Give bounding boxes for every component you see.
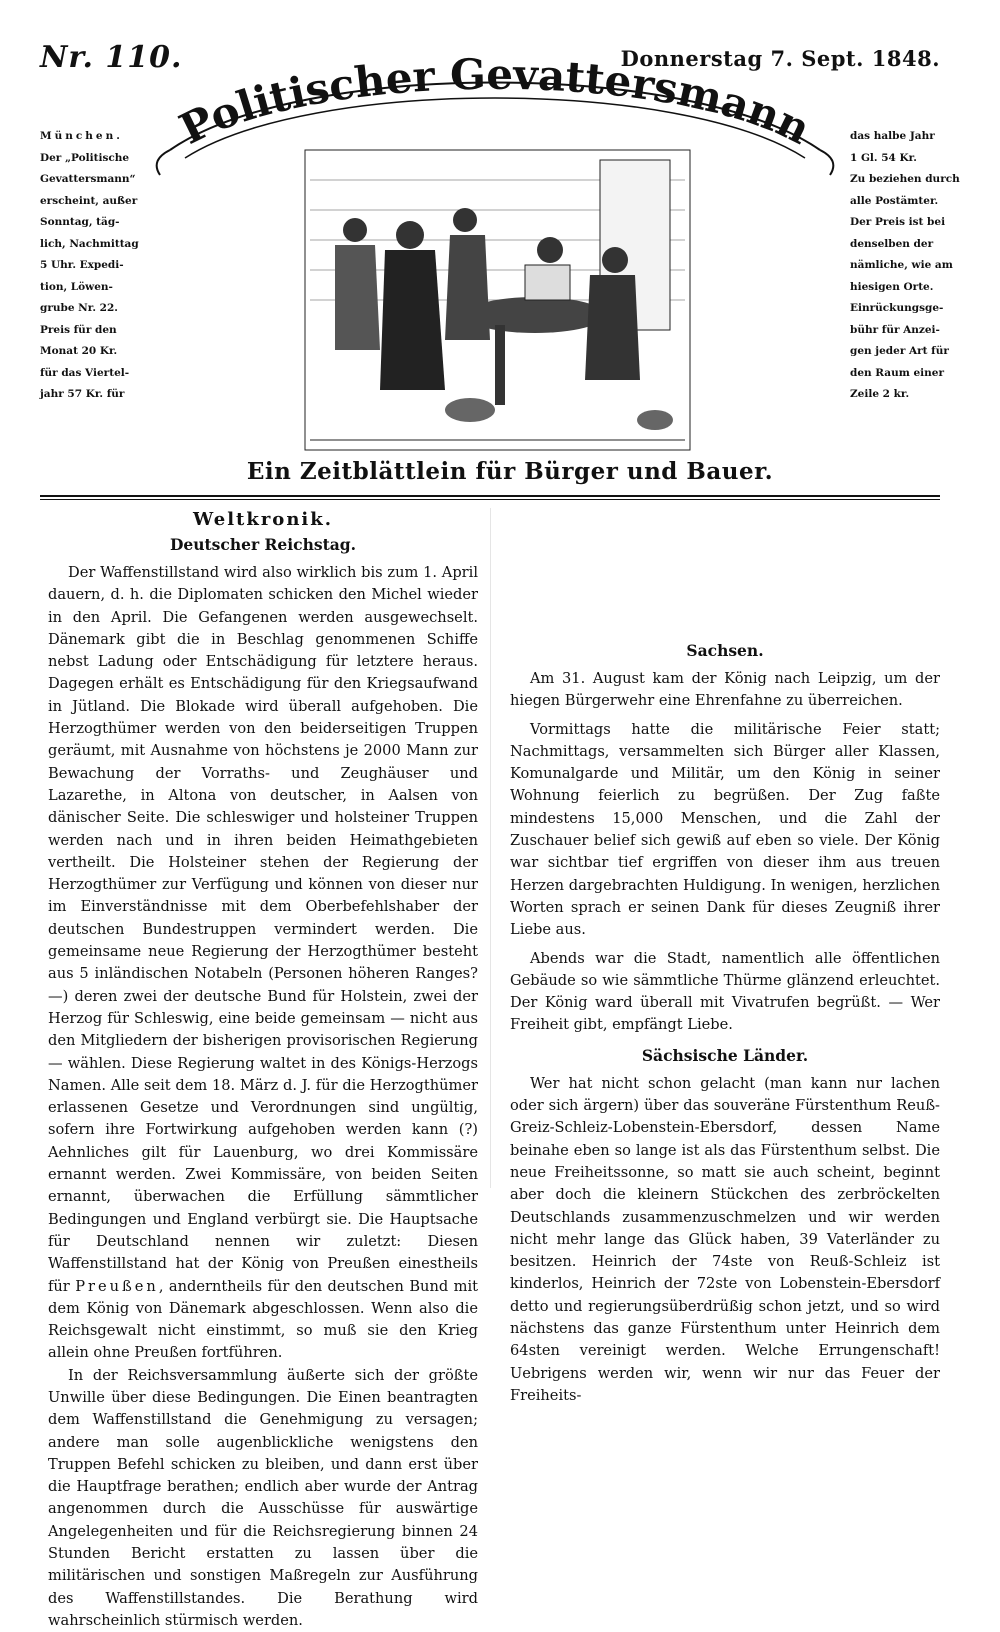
left-info-line: erscheint, außer — [40, 194, 138, 207]
right-info-line: nämliche, wie am — [850, 259, 953, 271]
paragraph-sachsen-2: Vormittags hatte die militärische Feier statt; Nachmittags, versammelten sich Bürger aller Klassen, Komunalgarde und Militär, um den König in seiner Wohnung feierlich zu begrüßen. Der Zug faßte mindestens 15,000 Menschen, und die Zahl der Zuschauer belief sich gewiß auf eben so viele. Der König war sichtbar tief ergriffen von dieser ihm aus treuen Herzen dargebrachten Huldigung. In wenigen, herzlichen Worten sprach er seinen Dank für dieses Zeugniß ihrer Liebe aus. — [510, 720, 940, 939]
left-info-line: für das Viertel- — [40, 366, 130, 379]
right-info-line: Einrückungsge- — [850, 302, 944, 314]
section-heading-saechsische: Sächsische Länder. — [641, 1045, 809, 1065]
paragraph-reichstag-1 — [48, 562, 478, 1365]
section-heading-reichstag: Deutscher Reichstag. — [169, 535, 357, 554]
right-info-line: Der Preis ist bei — [850, 216, 946, 228]
right-info-line: Zu beziehen durch — [850, 173, 960, 185]
left-info-line: tion, Löwen- — [40, 280, 113, 293]
right-info-line: gen jeder Art für — [850, 345, 949, 357]
header-rule-thin — [40, 499, 940, 500]
right-info-line: alle Postämter. — [850, 194, 939, 207]
right-info-line: das halbe Jahr — [850, 130, 935, 142]
left-info-line: 5 Uhr. Expedi- — [40, 259, 124, 271]
issue-number: Nr. 110. — [40, 40, 183, 75]
paragraph-reichstag-2: In der Reichsversammlung äußerte sich der größte Unwille über diese Bedingungen. Die Einen beantragten dem Waffenstillstand die Genehmigung zu versagen; andere man solle augenblickliche wenigstens den Truppen Befehl schicken zu bleiben, und dann erst über die Hauptfrage berathen; endlich aber wurde der Antrag angenommen durch die Ausschüsse für auswärtige Angelegenheiten und für die Reichsregierung binnen 24 Stunden Bericht erstatten zu lassen über die militärischen und sonstigen Maßregeln zur Ausführung des Waffenstillstandes. Die Berathung wird wahrscheinlich stürmisch werden. — [48, 1366, 478, 1629]
article-heading: Weltkronik. — [193, 509, 333, 530]
masthead-subtitle: Ein Zeitblättlein für Bürger und Bauer. — [246, 458, 774, 485]
right-info-line: den Raum einer — [850, 366, 944, 379]
paragraph-text: Der Waffenstillstand wird also wirklich bis zum 1. April dauern, d. h. die Diplomaten schicken den Michel wieder in den April. Die Gefangenen werden ausgewechselt. Dänemark gibt die in Beschlag genommenen Schiffe nebst Ladung oder Entschädigung für letztere heraus. Dagegen erhält es Entschädigung für den Kriegsaufwand in Jütland. Die Blokade wird überall aufgehoben. Die Herzogthümer werden von den beiderseitigen Truppen geräumt, mit Ausnahme von höchstens je 2000 Mann zur Bewachung der Vorraths- und Zeughäuser und Lazarethe, in Altona von deutscher, in Aalsen von dänischer Seite. Die schleswiger und holsteiner Truppen werden nach und in ihren beiden Heimathgebieten vertheilt. Die Holsteiner stehen der Regierung der Herzogthümer zur Verfügung und können von dieser nur im Einverständnisse mit dem Oberbefehlshaber der deutschen Bundestruppen vermindert werden. Die gemeinsame neue Regierung der Herzogthümer besteht aus 5 inländischen Notabeln (Personen höheren Ranges? —) deren zwei der deutsche Bund für Holstein, zwei der Herzog für Schleswig, eine beide gemeinsam — nicht aus den Mitgliedern der bisherigen provisorischen Regierung — wählen. Diese Regierung waltet in des Königs-Herzogs Namen. Alle seit dem 18. März d. J. für die Herzogthümer erlassenen Gesetze und Verordnungen sind ungültig, sofern ihre Fortwirkung aufgehoben werden kann (?) Aehnliches gilt für Lauenburg, wo drei Kommissäre ernannt werden. Zwei Kommissäre, von beiden Seiten ernannt, überwachen die Erfüllung sämmtlicher Bedingungen und England verbürgt sie. Die Hauptsache für Deutschland nennen wir zuletzt: Diesen Waffenstillstand hat der König von Preußen einestheils für — [48, 564, 478, 1295]
right-info-line: 1 Gl. 54 Kr. — [850, 151, 917, 164]
issue-date: Donnerstag 7. Sept. 1848. — [620, 46, 940, 71]
spaced-word: Preußen — [75, 1277, 159, 1295]
section-heading-sachsen: Sachsen. — [686, 641, 764, 660]
left-info-line: München. — [40, 130, 123, 142]
left-info-line: Gevattersmann“ — [40, 173, 136, 185]
left-info-line: grube Nr. 22. — [40, 302, 118, 314]
right-info-line: bühr für Anzei- — [850, 323, 940, 336]
paragraph-text: , anderntheils für den deutschen Bund mit dem König von Dänemark abgeschlossen. Wenn also die Reichsgewalt nicht einstimmt, so muß sie den Krieg allein ohne Preußen fortführen. — [48, 1277, 478, 1362]
header-rule — [40, 495, 940, 497]
right-info-line: Zeile 2 kr. — [850, 388, 910, 400]
paragraph-sachsen-3: Abends war die Stadt, namentlich alle öffentlichen Gebäude so wie sämmtliche Thürme glänzend erleuchtet. Der König ward überall mit Vivatrufen begrüßt. — Wer Freiheit gibt, empfängt Liebe. — [510, 949, 940, 1034]
left-info-line: lich, Nachmittag — [40, 237, 139, 250]
column-right — [510, 640, 940, 1407]
left-info-line: Preis für den — [40, 323, 117, 336]
left-info-line: Monat 20 Kr. — [40, 345, 118, 357]
column-divider — [490, 508, 491, 1188]
right-info-line: hiesigen Orte. — [850, 280, 934, 293]
left-side-info — [40, 126, 140, 406]
right-info-line: denselben der — [850, 237, 934, 250]
left-info-line: jahr 57 Kr. für — [40, 388, 125, 400]
paragraph-sachsen-1: Am 31. August kam der König nach Leipzig, um der hiegen Bürgerwehr eine Ehrenfahne zu überreichen. — [510, 670, 940, 710]
masthead-illustration — [300, 140, 695, 460]
right-side-info — [850, 126, 960, 406]
paragraph-saechsische-1: Wer hat nicht schon gelacht (man kann nur lachen oder sich ärgern) über das souveräne Fürstenthum Reuß-Greiz-Schleiz-Lobenstein-Ebersdorf, dessen Name beinahe eben so lange ist als das Fürstenthum selbst. Die neue Freiheitssonne, so matt sie auch scheint, beginnt aber doch die kleinern Stückchen des zerbröckelten Deutschlands zusammenzuschmelzen und wir werden nicht mehr lange das Glück haben, 39 Vaterländer zu besitzen. Heinrich der 74ste von Reuß-Schleiz ist kinderlos, Heinrich der 72ste von Lobenstein-Ebersdorf detto und regierungsüberdrüßig schon jetzt, und so wird nächstens das ganze Fürstenthum unter Heinrich dem 64sten vereinigt werden. Welche Errungenschaft! Uebrigens werden wir, wenn wir nur das Feuer der Freiheits- — [510, 1074, 940, 1404]
left-info-line: Der „Politische — [40, 151, 130, 164]
column-left — [48, 508, 478, 1632]
masthead-title: Politischer Gevattersmann — [171, 49, 819, 154]
left-info-line: Sonntag, täg- — [40, 216, 120, 228]
